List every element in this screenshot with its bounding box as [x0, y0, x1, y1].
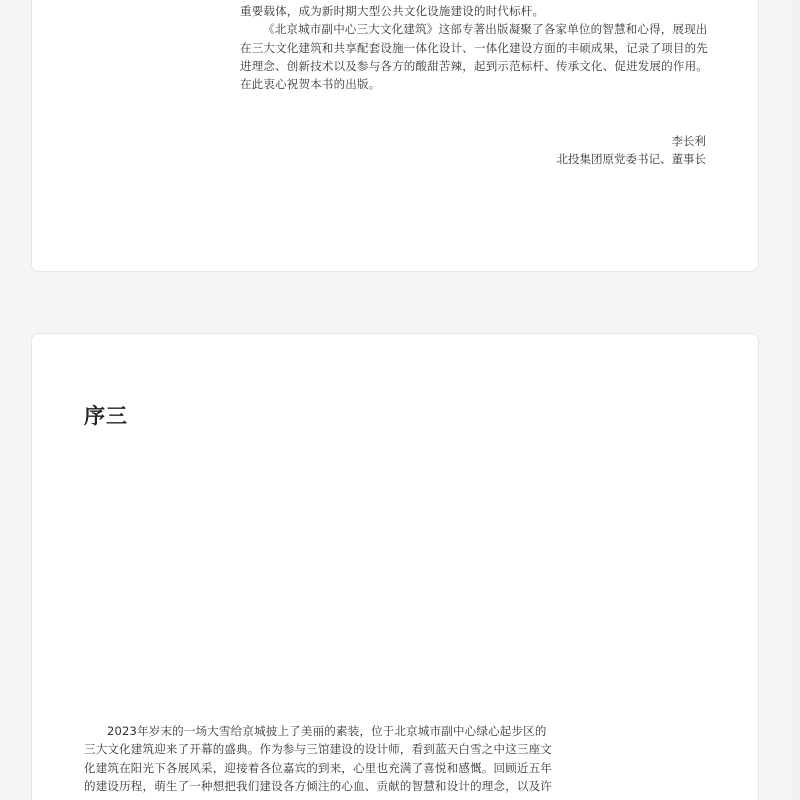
page-preface-three	[31, 333, 759, 800]
paragraph-line: 重要载体，成为新时期大型公共文化设施建设的时代标杆。	[240, 4, 545, 18]
signature-block	[557, 132, 707, 169]
scrollbar-track[interactable]	[792, 0, 800, 800]
paragraph-line: 进理念、创新技术以及参与各方的酸甜苦辣，起到示范标杆、传承文化、促进发展的作用。	[240, 58, 708, 73]
paragraph-line: 《北京城市副中心三大文化建筑》这部专著出版凝聚了各家单位的智慧和心得，展现出	[263, 22, 708, 37]
preface-two-body	[240, 2, 710, 93]
paragraph-line: 化建筑在阳光下各展风采，迎接着各位嘉宾的到来，心里也充满了喜悦和感慨。回顾近五年	[84, 760, 552, 775]
paragraph-line: 2023年岁末的一场大雪给京城披上了美丽的素装，位于北京城市副中心绿心起步区的	[107, 724, 547, 738]
paragraph-line: 在三大文化建筑和共享配套设施一体化设计、一体化建设方面的丰硕成果，记录了项目的先	[240, 40, 708, 55]
paragraph-line: 三大文化建筑迎来了开幕的盛典。作为参与三馆建设的设计师，看到蓝天白雪之中这三座文	[84, 742, 552, 757]
preface-three-body	[84, 722, 554, 795]
signature-name: 李长利	[671, 134, 706, 148]
page-preface-two	[31, 0, 759, 272]
signature-title: 北投集团原党委书记、董事长	[556, 152, 706, 167]
section-title: 序三	[84, 404, 128, 428]
paragraph-line: 在此衷心祝贺本书的出版。	[240, 77, 381, 92]
paragraph-line: 的建设历程，萌生了一种想把我们建设各方倾注的心血、贡献的智慧和设计的理念，以及许	[84, 778, 552, 793]
